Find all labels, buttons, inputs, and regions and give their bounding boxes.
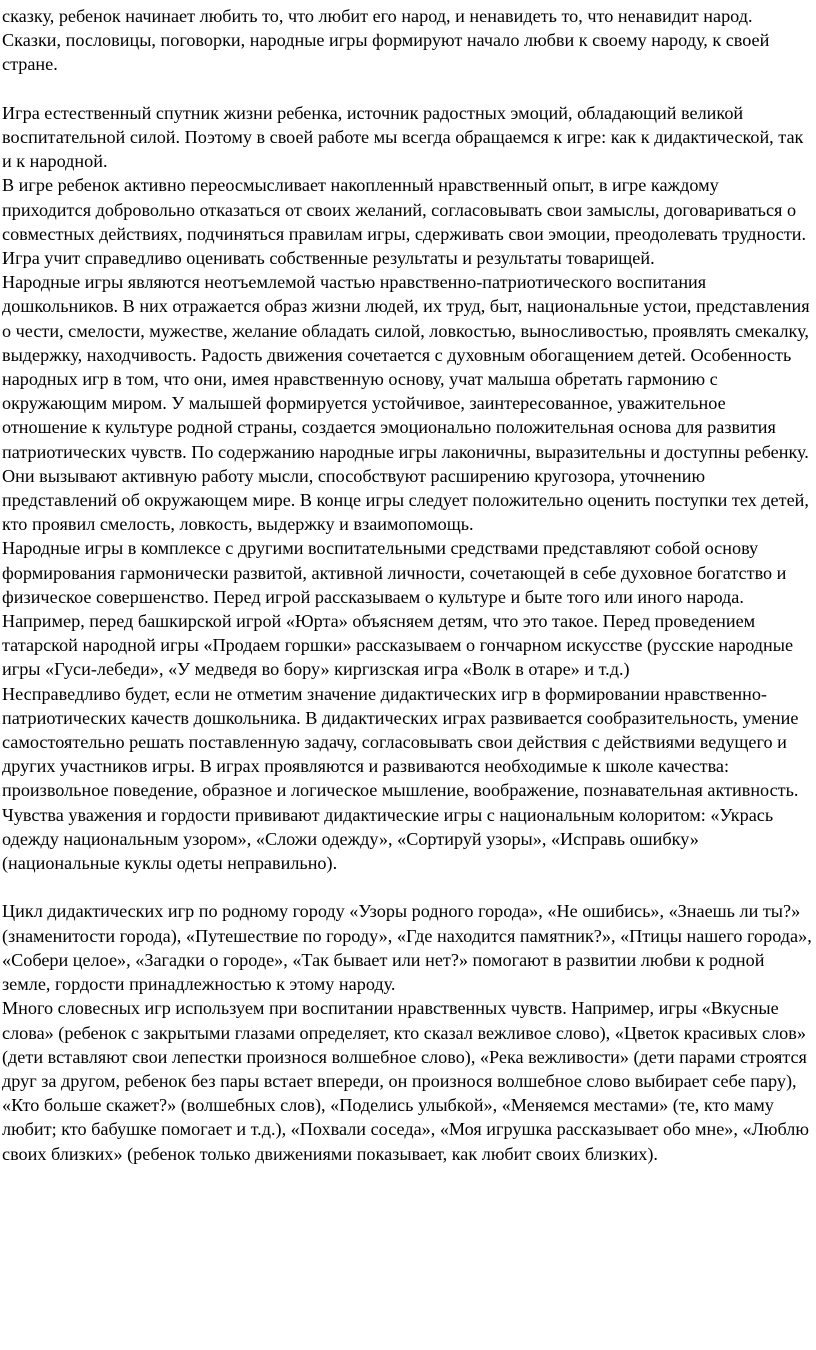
- paragraph-intro: сказку, ребенок начинает любить то, что любит его народ, и ненавидеть то, что ненавидит народ. Сказки, пословицы, поговорки, народные игры формируют начало любви к своему народу, к своей стране.: [2, 6, 770, 75]
- paragraph-folk-games: Народные игры являются неотъемлемой частью нравственно-патриотического воспитания дошкольников. В них отражается образ жизни людей, их труд, быт, национальные устои, представления о чести, смелости, мужестве, желание обладать силой, ловкостью, выносливостью, проявлять смекалку, выдержку, находчивость. Радость движения сочетается с духовным обогащением детей. Особенность народных игр в том, что они, имея нравственную основу, учат малыша обретать гармонию с окружающим миром. У малышей формируется устойчивое, заинтересованное, уважительное отношение к культуре родной страны, создается эмоционально положительная основа для развития патриотических чувств. По содержанию народные игры лаконичны, выразительны и доступны ребенку. Они вызывают активную работу мысли, способствуют расширению кругозора, уточнению представлений об окружающем мире. В конце игры следует положительно оценить поступки тех детей, кто проявил смелость, ловкость, выдержку и взаимопомощь.: [2, 272, 810, 535]
- blank-line: [2, 77, 812, 101]
- paragraph-city-games: Цикл дидактических игр по родному городу «Узоры родного города», «Не ошибись», «Знаешь ли ты?» (знаменитости города), «Путешествие по городу», «Где находится памятник?», «Птицы нашего города», «Собери целое», «Загадки о городе», «Так бывает или нет?» помогают в развитии любви к родной земле, гордости принадлежностью к этому народу.: [2, 901, 812, 995]
- paragraph-didactic-games: Несправедливо будет, если не отметим значение дидактических игр в формировании нравственно-патриотических качеств дошкольника. В дидактических играх развивается сообразительность, умение самостоятельно решать поставленную задачу, согласовывать свои действия с действиями ведущего и других участников игры. В играх проявляются и развиваются необходимые к школе качества: произвольное поведение, образное и логическое мышление, воображение, познавательная активность. Чувства уважения и гордости прививают дидактические игры с национальным колоритом: «Укрась одежду национальным узором», «Сложи одежду», «Сортируй узоры», «Исправь ошибку» (национальные куклы одеты неправильно).: [2, 683, 799, 874]
- paragraph-folk-games-complex: Народные игры в комплексе с другими воспитательными средствами представляют собой основу формирования гармонически развитой, активной личности, сочетающей в себе духовное богатство и физическое совершенство. Перед игрой рассказываем о культуре и быте того или иного народа. Например, перед башкирской игрой «Юрта» объясняем детям, что это такое. Перед проведением татарской народной игры «Продаем горшки» рассказываем о гончарном искусстве (русские народные игры «Гуси-лебеди», «У медведя во бору» киргизская игра «Волк в отаре» и т.д.): [2, 538, 794, 680]
- paragraph-game-companion: Игра естественный спутник жизни ребенка, источник радостных эмоций, обладающий великой воспитательной силой. Поэтому в своей работе мы всегда обращаемся к игре: как к дидактической, так и к народной.: [2, 102, 804, 172]
- paragraph-word-games: Много словесных игр используем при воспитании нравственных чувств. Например, игры «Вкусные слова» (ребенок с закрытыми глазами определяет, кто сказал вежливое слово), «Цветок красивых слов» (дети вставляют свои лепестки произнося волшебное слово), «Река вежливости» (дети парами строятся друг за другом, ребенок без пары встает впереди, он произнося волшебное слово выбирает себе пару), «Кто больше скажет?» (волшебных слов), «Поделись улыбкой», «Меняемся местами» (те, кто маму любит; кто бабушке помогает и т.д.), «Похвали соседа», «Моя игрушка рассказывает обо мне», «Люблю своих близких» (ребенок только движениями показывает, как любит своих близких).: [2, 998, 809, 1164]
- paragraph-moral-experience: В игре ребенок активно переосмысливает накопленный нравственный опыт, в игре каждому приходится добровольно отказаться от своих желаний, согласовывать свои замыслы, договариваться о совместных действиях, подчиняться правилам игры, сдерживать свои эмоции, преодолевать трудности. Игра учит справедливо оценивать собственные результаты и результаты товарищей.: [2, 175, 807, 269]
- blank-line: [2, 875, 812, 899]
